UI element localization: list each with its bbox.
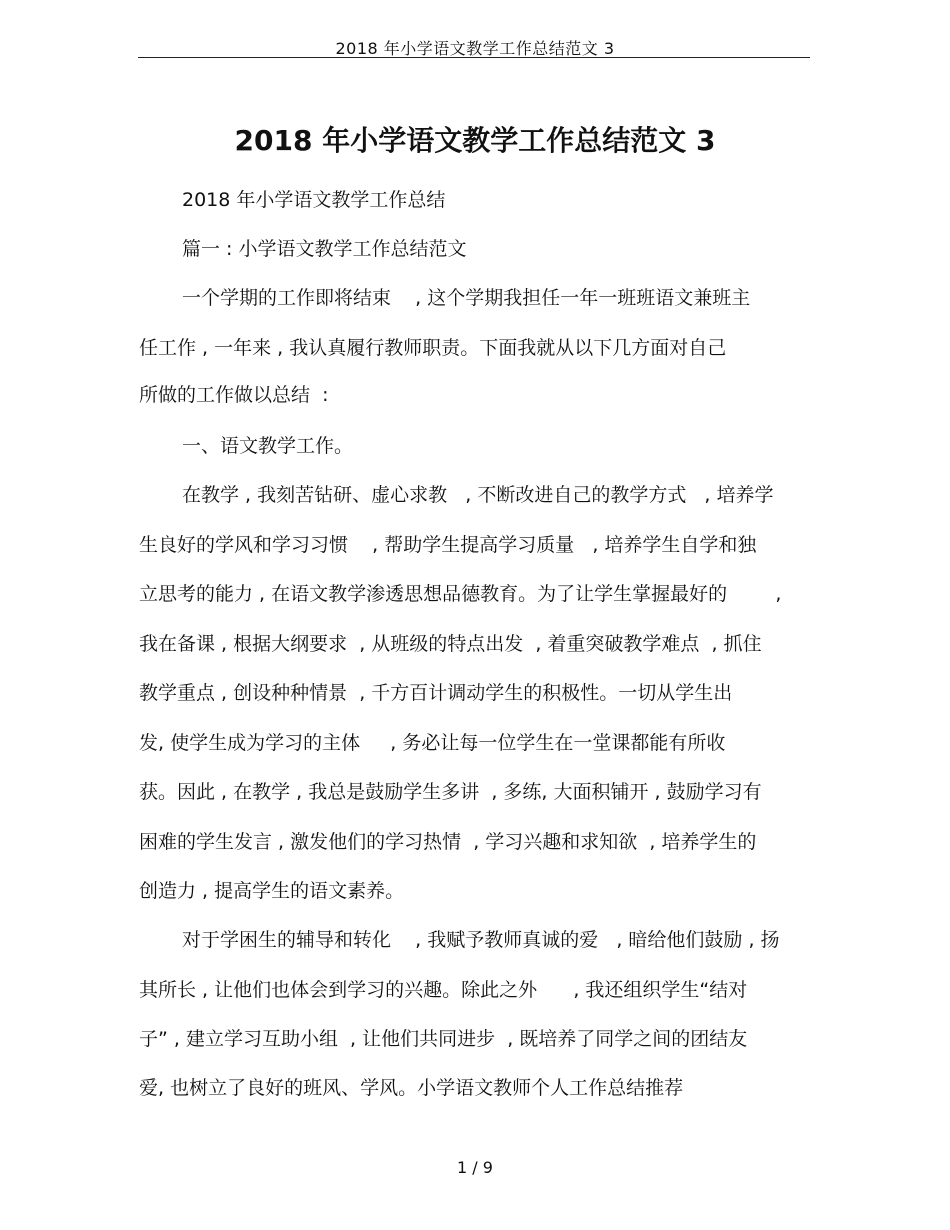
body-line: 爱, 也树立了良好的班风、学风。小学语文教师个人工作总结推荐 <box>139 1077 684 1099</box>
body-line: 在教学 , 我刻苦钻研、虚心求教 , 不断改进自己的教学方式 , 培养学 <box>182 484 774 506</box>
header-rule <box>138 57 810 58</box>
body-line: 创造力 , 提高学生的语文素养。 <box>139 880 405 902</box>
body-line: 生良好的学风和学习习惯 , 帮助学生提高学习质量 , 培养学生自学和独 <box>139 534 757 556</box>
body-line: 获。因此 , 在教学 , 我总是鼓励学生多讲 , 多练, 大面积铺开 , 鼓励学习有 <box>139 781 762 803</box>
body-line: 篇一 : 小学语文教学工作总结范文 <box>182 238 467 260</box>
running-header: 2018 年小学语文教学工作总结范文 3 <box>335 39 615 58</box>
body-line: 立思考的能力 , 在语文教学渗透思想品德教育。为了让学生掌握最好的 , <box>139 583 782 605</box>
body-line: 其所长 , 让他们也体会到学习的兴趣。除此之外 , 我还组织学生“结对 <box>139 979 748 1001</box>
body-line: 发, 使学生成为学习的主体 , 务必让每一位学生在一堂课都能有所收 <box>139 732 726 754</box>
body-line: 教学重点 , 创设种种情景 , 千方百计调动学生的积极性。一切从学生出 <box>139 682 733 704</box>
body-line: 2018 年小学语文教学工作总结 <box>182 189 446 211</box>
body-line: 子” , 建立学习互助小组 , 让他们共同进步 , 既培养了同学之间的团结友 <box>139 1028 748 1050</box>
document-title: 2018 年小学语文教学工作总结范文 3 <box>234 124 716 157</box>
body-line: 任工作 , 一年来 , 我认真履行教师职责。下面我就从以下几方面对自己 <box>139 337 727 359</box>
body-line: 困难的学生发言 , 激发他们的学习热情 , 学习兴趣和求知欲 , 培养学生的 <box>139 831 757 853</box>
page-number: 1 / 9 <box>457 1158 493 1177</box>
body-line: 一、语文教学工作。 <box>182 435 354 457</box>
body-line: 我在备课 , 根据大纲要求 , 从班级的特点出发 , 着重突破教学难点 , 抓住 <box>139 633 762 655</box>
body-line: 对于学困生的辅导和转化 , 我赋予教师真诚的爱 , 暗给他们鼓励 , 扬 <box>182 929 780 951</box>
body-line: 所做的工作做以总结 : <box>139 384 329 406</box>
body-line: 一个学期的工作即将结束 , 这个学期我担任一年一班班语文兼班主 <box>182 287 751 309</box>
